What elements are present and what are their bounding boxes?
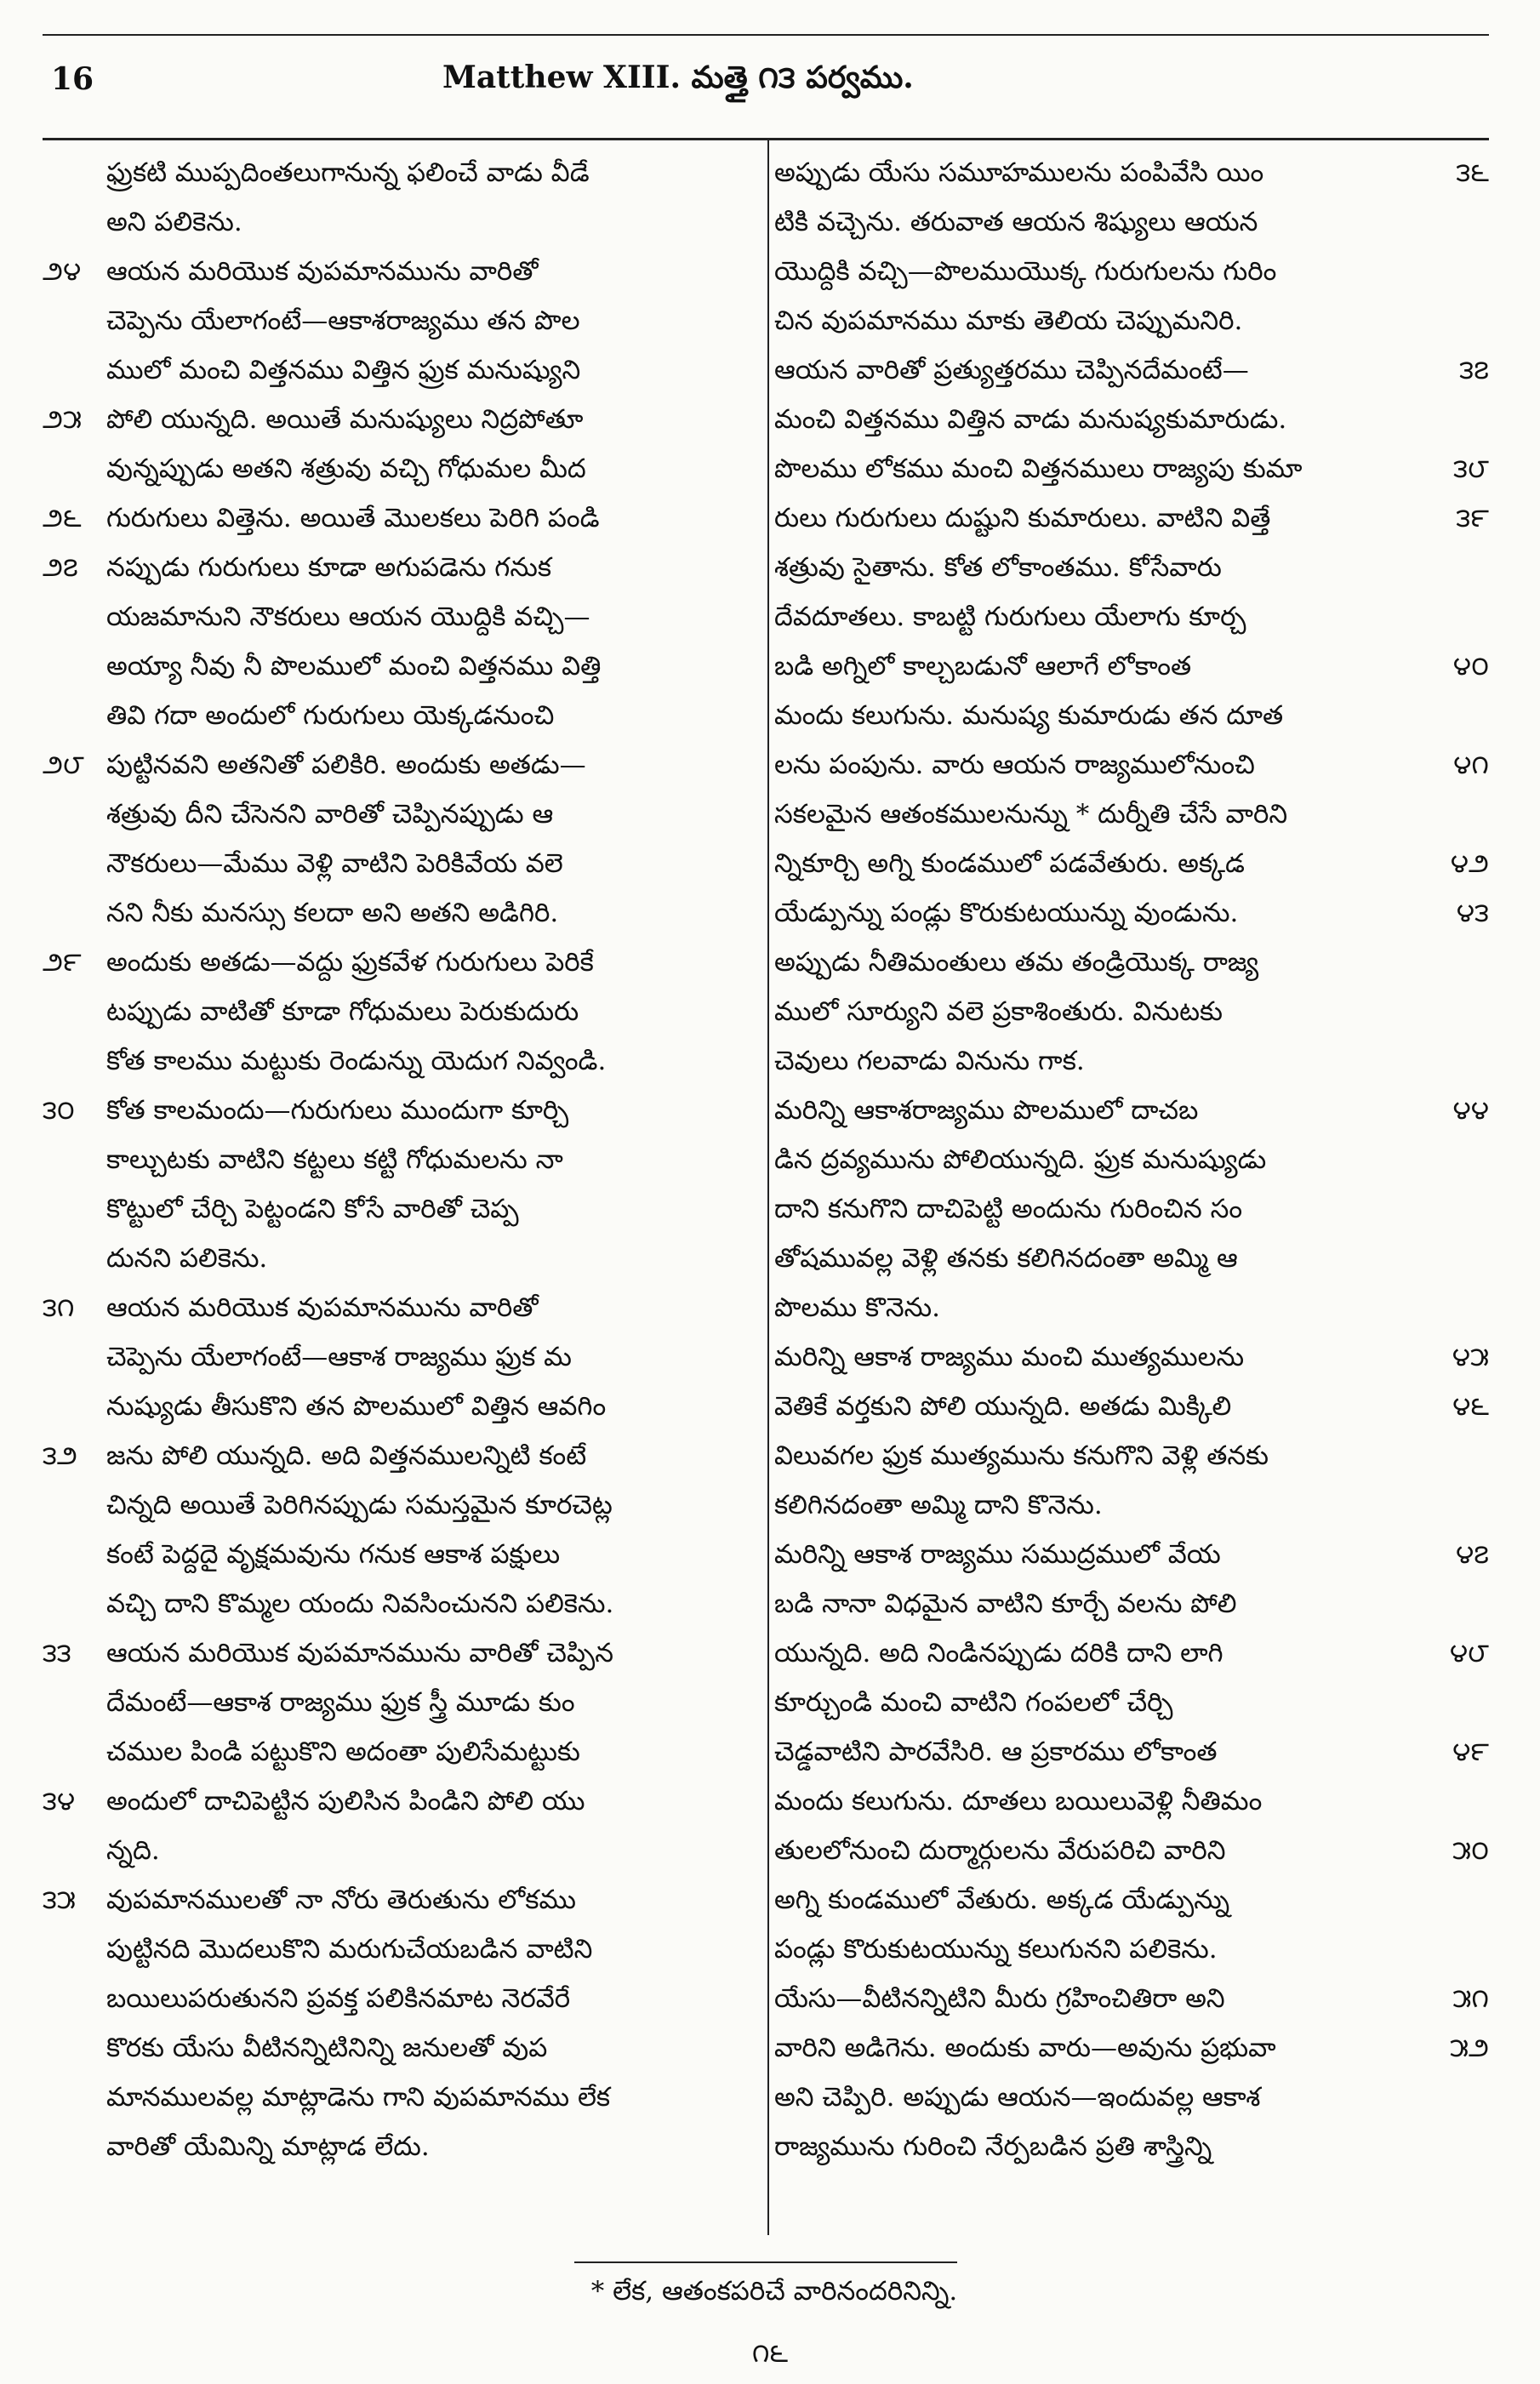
- text-line: [43, 1086, 761, 1134]
- verse-text: నుష్యుడు తీసుకొని తన పొలములో విత్తిన ఆవగిం: [106, 1391, 607, 1422]
- text-line: [43, 1827, 761, 1874]
- verse-text: కోత కాలము మట్టుకు రెండున్ను యెదుగ నివ్వండి.: [106, 1046, 607, 1076]
- verse-text: అని చెప్పిరి. అప్పుడు ఆయన—ఇందువల్ల ఆకాశ: [774, 2082, 1261, 2113]
- text-line: [774, 790, 1480, 838]
- text-line: [774, 1333, 1489, 1381]
- text-line: [43, 1432, 761, 1480]
- text-line: [774, 1185, 1480, 1233]
- verse-number: ౪౨: [1450, 848, 1489, 879]
- verse-number: ౨౭: [43, 552, 78, 583]
- verse-text: దేవదూతలు. కాబట్టి గురుగులు యేలాగు కూర్చ: [774, 602, 1246, 632]
- verse-number: ౨౮: [43, 750, 84, 780]
- verse-text: టప్పుడు వాటితో కూడా గోధుమలు పెరుకుదురు: [106, 996, 579, 1027]
- verse-text: అప్పుడు నీతిమంతులు తమ తండ్రియొక్క రాజ్య: [774, 947, 1259, 978]
- verse-text: కాల్చుటకు వాటిని కట్టలు కట్టి గోధుమలను నా: [106, 1144, 563, 1175]
- text-line: [774, 1925, 1480, 1973]
- text-line: [774, 593, 1480, 641]
- verse-text: డిన ద్రవ్యమును పోలియున్నది. ఫ్రుక మనుష్యుడు: [774, 1144, 1267, 1175]
- verse-number: ౨౯: [43, 947, 82, 978]
- text-line: [774, 544, 1480, 591]
- text-line: [774, 1876, 1480, 1924]
- text-line: [774, 1728, 1489, 1776]
- text-line: [43, 593, 761, 641]
- verse-text: పుట్టినవని అతనితో పలికిరి. అందుకు అతడు—: [106, 750, 586, 780]
- verse-text: పుట్టినది మొదలుకొని మరుగుచేయబడిన వాటిని: [106, 1934, 593, 1965]
- verse-number: ౫౨: [1449, 2033, 1489, 2063]
- verse-text: చిన్నది అయితే పెరిగినప్పుడు సమస్తమైన కూరచెట్ల: [106, 1490, 613, 1520]
- text-line: [774, 938, 1480, 986]
- verse-text: వెతికే వర్తకుని పోలి యున్నది. అతడు మిక్కిలి: [774, 1391, 1232, 1422]
- column-divider: [767, 140, 769, 2235]
- text-line: [43, 1925, 761, 1973]
- verse-text: నప్పుడు గురుగులు కూడా అగుపడెను గనుక: [106, 552, 552, 583]
- text-line: [774, 297, 1480, 345]
- text-line: [774, 889, 1489, 937]
- verse-text: రులు గురుగులు దుష్టుని కుమారులు. వాటిని విత్తే: [774, 503, 1271, 533]
- text-line: [774, 1037, 1480, 1085]
- verse-text: జను పోలి యున్నది. అది విత్తనములన్నిటి కంటే: [106, 1440, 587, 1471]
- verse-number: ౪౫: [1452, 1342, 1489, 1372]
- verse-text: కూర్చుండి మంచి వాటిని గంపలలో చేర్చి: [774, 1687, 1173, 1718]
- text-line: [774, 988, 1480, 1035]
- verse-text: ఆయన మరియొక వుపమానమును వారితో: [106, 256, 539, 287]
- verse-text: అయ్యా నీవు నీ పొలములో మంచి విత్తనము విత్తి: [106, 651, 602, 682]
- verse-text: ఆయన మరియొక వుపమానమును వారితో: [106, 1292, 539, 1323]
- verse-text: కంటే పెద్దదై వృక్షమవును గనుక ఆకాశ పక్షులు: [106, 1539, 561, 1570]
- verse-text: యజమానుని నౌకరులు ఆయన యొద్దికి వచ్చి—: [106, 602, 590, 632]
- verse-text: ములో సూర్యుని వలె ప్రకాశింతురు. వినుటకు: [774, 996, 1223, 1027]
- text-line: [43, 1037, 761, 1085]
- verse-text: పొలము కొనెను.: [774, 1292, 940, 1323]
- verse-text: మరిన్ని ఆకాశ రాజ్యము మంచి ముత్యములను: [774, 1342, 1245, 1372]
- text-line: [43, 396, 761, 443]
- verse-text: మంచి విత్తనము విత్తిన వాడు మనుష్యకుమారుడు.: [774, 404, 1287, 435]
- verse-text: చెప్పెను యేలాగంటే—ఆకాశరాజ్యము తన పొల: [106, 305, 580, 336]
- text-line: [43, 988, 761, 1035]
- verse-text: వుపమానములతో నా నోరు తెరుతును లోకము: [106, 1885, 576, 1915]
- verse-text: గురుగులు విత్తెను. అయితే మొలకలు పెరిగి పండి: [106, 503, 600, 533]
- verse-text: యున్నది. అది నిండినప్పుడు దరికి దాని లాగి: [774, 1638, 1223, 1668]
- text-line: [43, 2024, 761, 2072]
- text-line: [774, 149, 1489, 197]
- verse-text: బడి అగ్నిలో కాల్చబడునో ఆలాగే లోకాంత: [774, 651, 1192, 682]
- verse-number: ౪౦: [1452, 651, 1489, 682]
- verse-text: నౌకరులు—మేము వెళ్లి వాటిని పెరికివేయ వలె: [106, 848, 563, 879]
- verse-number: ౩౫: [43, 1885, 76, 1915]
- verse-text: చెవులు గలవాడు వినును గాక.: [774, 1046, 1085, 1076]
- verse-number: ౩౮: [1453, 453, 1489, 484]
- verse-text: అని పలికెను.: [106, 207, 242, 237]
- text-line: [43, 198, 761, 246]
- header-rule: [43, 138, 1489, 140]
- verse-number: ౪౯: [1452, 1737, 1489, 1767]
- verse-text: యొద్దికి వచ్చి—పొలముయొక్క గురుగులను గురిం: [774, 256, 1277, 287]
- verse-number: ౩౩: [43, 1638, 71, 1668]
- verse-text: కొరకు యేసు వీటినన్నిటినిన్ని జనులతో వుప: [106, 2033, 548, 2063]
- text-line: [43, 544, 761, 591]
- text-line: [43, 1235, 761, 1282]
- text-line: [774, 2073, 1480, 2121]
- verse-number: ౩౬: [1456, 157, 1489, 188]
- verse-text: తివి గదా అందులో గురుగులు యెక్కడనుంచి: [106, 700, 555, 731]
- text-line: [43, 692, 761, 739]
- verse-text: అగ్ని కుండములో వేతురు. అక్కడ యేడ్పున్ను: [774, 1885, 1230, 1915]
- text-line: [43, 1333, 761, 1381]
- text-line: [43, 1284, 761, 1332]
- verse-number: ౨౫: [43, 404, 83, 435]
- verse-number: ౪౬: [1452, 1391, 1489, 1422]
- text-line: [774, 494, 1489, 542]
- footnote: * లేక, ఆతంకపరిచే వారినందరినిన్ని.: [590, 2276, 958, 2307]
- verse-number: ౩౧: [43, 1292, 75, 1323]
- text-line: [43, 1531, 761, 1578]
- verse-text: అందుకు అతడు—వద్దు ఫ్రుకవేళ గురుగులు పెరికే: [106, 947, 594, 978]
- text-line: [774, 1777, 1480, 1825]
- verse-text: ఆయన మరియొక వుపమానమును వారితో చెప్పిన: [106, 1638, 613, 1668]
- verse-text: కలిగినదంతా అమ్మి దాని కొనెను.: [774, 1490, 1103, 1520]
- text-line: [43, 889, 761, 937]
- verse-number: ౩౨: [43, 1440, 77, 1471]
- verse-number: ౩౦: [43, 1095, 75, 1126]
- text-line: [774, 346, 1489, 394]
- verse-text: యేసు—వీటినన్నిటిని మీరు గ్రహించితిరా అని: [774, 1983, 1225, 2014]
- verse-text: బడి నానా విధమైన వాటిని కూర్చే వలను పోలి: [774, 1588, 1237, 1619]
- verse-text: చిన వుపమానము మాకు తెలియ చెప్పుమనిరి.: [774, 305, 1243, 336]
- text-line: [43, 1580, 761, 1628]
- verse-text: వారిని అడిగెను. అందుకు వారు—అవును ప్రభువా: [774, 2033, 1276, 2063]
- verse-text: ఆయన వారితో ప్రత్యుత్తరము చెప్పినదేమంటే—: [774, 355, 1249, 385]
- text-line: [774, 248, 1480, 295]
- text-line: [774, 1531, 1489, 1578]
- verse-number: ౫౧: [1452, 1983, 1489, 2014]
- text-line: [774, 840, 1489, 887]
- text-line: [774, 1975, 1489, 2022]
- verse-text: టికి వచ్చెను. తరువాత ఆయన శిష్యులు ఆయన: [774, 207, 1258, 237]
- text-line: [43, 149, 761, 197]
- text-line: [43, 1777, 761, 1825]
- text-line: [43, 1629, 761, 1677]
- verse-text: రాజ్యమును గురించి నేర్పబడిన ప్రతి శాస్త్రిన్ని: [774, 2131, 1212, 2162]
- verse-text: శత్రువు దీని చేసెనని వారితో చెప్పినప్పుడు ఆ: [106, 799, 554, 830]
- running-head: Matthew XIII. మత్తై ౧౩ పర్వము.: [442, 60, 914, 95]
- verse-text: అప్పుడు యేసు సమూహములను పంపివేసి యిం: [774, 157, 1264, 188]
- text-line: [43, 840, 761, 887]
- text-line: [774, 642, 1489, 690]
- text-line: [43, 1136, 761, 1183]
- verse-text: తులలోనుంచి దుర్మార్గులను వేరుపరిచి వారిని: [774, 1835, 1226, 1866]
- verse-text: న్నది.: [106, 1835, 160, 1866]
- verse-text: నని నీకు మనస్సు కలదా అని అతని అడిగిరి.: [106, 898, 559, 928]
- text-line: [43, 494, 761, 542]
- verse-text: పండ్లు కొరుకుటయున్ను కలుగునని పలికెను.: [774, 1934, 1218, 1965]
- text-line: [774, 1086, 1489, 1134]
- verse-text: పోలి యున్నది. అయితే మనుష్యులు నిద్రపోతూ: [106, 404, 584, 435]
- verse-text: మానములవల్ల మాట్లాడెను గాని వుపమానము లేక: [106, 2082, 611, 2113]
- verse-text: వారితో యేమిన్ని మాట్లాడ లేదు.: [106, 2131, 430, 2162]
- verse-number: ౩౯: [1456, 503, 1489, 533]
- text-line: [43, 445, 761, 493]
- verse-number: ౨౬: [43, 503, 82, 533]
- text-line: [43, 346, 761, 394]
- verse-text: మందు కలుగును. మనుష్య కుమారుడు తన దూత: [774, 700, 1284, 731]
- verse-number: ౪౩: [1456, 898, 1489, 928]
- text-line: [43, 642, 761, 690]
- text-line: [774, 1629, 1489, 1677]
- verse-text: శత్రువు సైతాను. కోత లోకాంతము. కోసేవారు: [774, 552, 1222, 583]
- verse-text: మందు కలుగును. దూతలు బయిలువెళ్లి నీతిమం: [774, 1786, 1263, 1817]
- verse-text: వచ్చి దాని కొమ్మల యందు నివసించునని పలికెను.: [106, 1588, 614, 1619]
- text-line: [774, 1383, 1489, 1430]
- verse-text: దేమంటే—ఆకాశ రాజ్యము ఫ్రుక స్త్రీ మూడు కుం: [106, 1687, 575, 1718]
- text-line: [43, 1728, 761, 1776]
- text-line: [774, 1284, 1480, 1332]
- verse-text: చముల పిండి పట్టుకొని అదంతా పులిసేమట్టుకు: [106, 1737, 580, 1767]
- text-line: [774, 198, 1480, 246]
- text-line: [774, 1136, 1480, 1183]
- text-line: [43, 1975, 761, 2022]
- page-number: 16: [51, 61, 94, 97]
- verse-text: దునని పలికెను.: [106, 1243, 268, 1274]
- verse-text: కోత కాలమందు—గురుగులు ముందుగా కూర్చి: [106, 1095, 569, 1126]
- text-line: [774, 2024, 1489, 2072]
- text-line: [774, 741, 1489, 789]
- text-line: [774, 396, 1480, 443]
- verse-number: ౩౪: [43, 1786, 76, 1817]
- verse-text: విలువగల ఫ్రుక ముత్యమును కనుగొని వెళ్లి తనకు: [774, 1440, 1269, 1471]
- verse-text: కొట్టులో చేర్చి పెట్టండని కోసే వారితో చెప్ప: [106, 1194, 519, 1224]
- text-line: [774, 2123, 1480, 2170]
- text-line: [774, 1827, 1489, 1874]
- text-line: [43, 1679, 761, 1726]
- footnote-rule: [574, 2261, 957, 2263]
- text-line: [43, 741, 761, 789]
- verse-text: ములో మంచి విత్తనము విత్తిన ఫ్రుక మనుష్యుని: [106, 355, 581, 385]
- verse-text: పొలము లోకము మంచి విత్తనములు రాజ్యపు కుమా: [774, 453, 1303, 484]
- text-line: [774, 1432, 1480, 1480]
- text-line: [43, 297, 761, 345]
- verse-text: లను పంపును. వారు ఆయన రాజ్యములోనుంచి: [774, 750, 1255, 780]
- text-line: [774, 692, 1480, 739]
- verse-number: ౪౧: [1453, 750, 1489, 780]
- verse-text: ఫ్రుకటి ముప్పదింతలుగానున్న ఫలించే వాడు వీడే: [106, 157, 590, 188]
- text-line: [43, 248, 761, 295]
- verse-number: ౨౪: [43, 256, 82, 287]
- verse-number: ౪౮: [1449, 1638, 1489, 1668]
- verse-text: మరిన్ని ఆకాశ రాజ్యము సముద్రములో వేయ: [774, 1539, 1221, 1570]
- text-line: [43, 1876, 761, 1924]
- text-line: [43, 938, 761, 986]
- text-line: [774, 1481, 1480, 1529]
- verse-text: బయిలుపరుతునని ప్రవక్త పలికినమాట నెరవేరే: [106, 1983, 571, 2014]
- text-line: [43, 2073, 761, 2121]
- text-line: [774, 445, 1489, 493]
- top-border-rule: [43, 34, 1489, 36]
- verse-text: సకలమైన ఆతంకములనున్ను * దుర్నీతి చేసే వారిని: [774, 799, 1288, 830]
- verse-text: యేడ్పున్ను పండ్లు కొరుకుటయున్ను వుండును.: [774, 898, 1239, 928]
- verse-text: న్నికూర్చి అగ్ని కుండములో పడవేతురు. అక్కడ: [774, 848, 1245, 879]
- text-line: [43, 1185, 761, 1233]
- text-line: [43, 1481, 761, 1529]
- text-line: [774, 1679, 1480, 1726]
- printer-signature: ౧౬: [751, 2338, 789, 2369]
- text-line: [43, 790, 761, 838]
- verse-text: అందులో దాచిపెట్టిన పులిసిన పిండిని పోలి యు: [106, 1786, 585, 1817]
- verse-text: వున్నప్పుడు అతని శత్రువు వచ్చి గోధుమల మీద: [106, 453, 586, 484]
- verse-number: ౪౪: [1452, 1095, 1489, 1126]
- verse-text: చెడ్డవాటిని పారవేసిరి. ఆ ప్రకారము లోకాంత: [774, 1737, 1218, 1767]
- text-line: [774, 1235, 1480, 1282]
- text-line: [774, 1580, 1480, 1628]
- verse-number: ౩౭: [1459, 355, 1489, 385]
- verse-number: ౫౦: [1452, 1835, 1489, 1866]
- verse-text: మరిన్ని ఆకాశరాజ్యము పొలములో దాచబ: [774, 1095, 1199, 1126]
- text-line: [43, 1383, 761, 1430]
- verse-number: ౪౭: [1455, 1539, 1489, 1570]
- text-line: [43, 2123, 761, 2170]
- verse-text: తోషమువల్ల వెళ్లి తనకు కలిగినదంతా అమ్మి ఆ: [774, 1243, 1238, 1274]
- verse-text: దాని కనుగొని దాచిపెట్టి అందును గురించిన సం: [774, 1194, 1243, 1224]
- verse-text: చెప్పెను యేలాగంటే—ఆకాశ రాజ్యము ఫ్రుక మ: [106, 1342, 572, 1372]
